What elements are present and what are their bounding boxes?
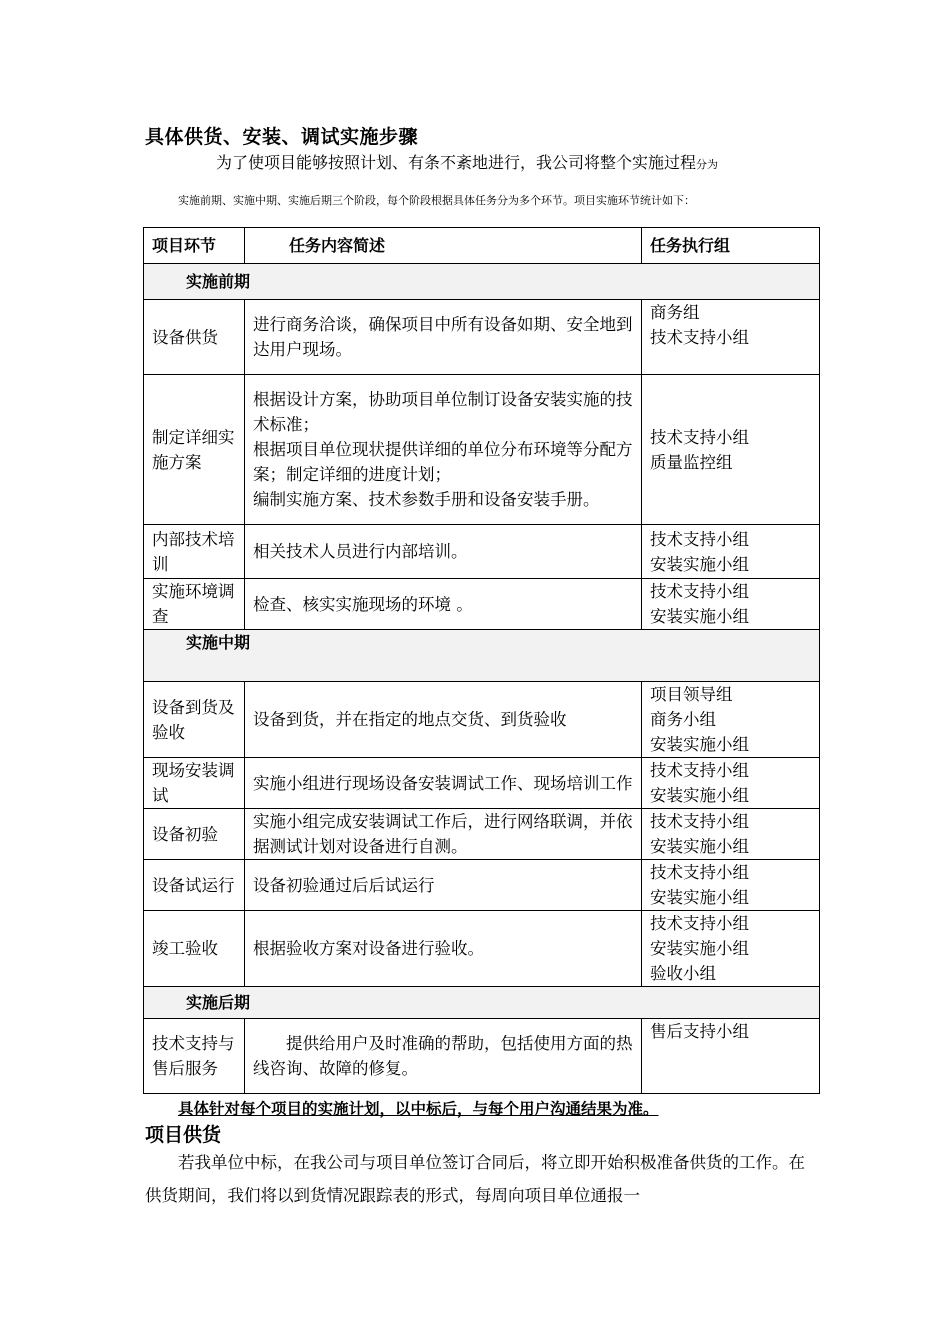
- desc-cell: 进行商务洽谈，确保项目中所有设备如期、安全地到达用户现场。: [245, 300, 642, 375]
- group-cell: 技术支持小组 安装实施小组: [642, 525, 820, 579]
- step-cell: 设备到货及验收: [144, 682, 245, 758]
- intro-line-2: 实施前期、实施中期、实施后期三个阶段，每个阶段根据具体任务分为多个环节。项目实施环节统计如下：: [178, 194, 695, 207]
- step-cell: 竣工验收: [144, 911, 245, 987]
- step-cell: 内部技术培训: [144, 525, 245, 579]
- phase-row: [144, 987, 820, 1019]
- desc-cell: 根据验收方案对设备进行验收。: [245, 911, 642, 987]
- phase-title: 实施后期: [144, 987, 820, 1019]
- desc-cell: 实施小组完成安装调试工作后，进行网络联调，并依据测试计划对设备进行自测。: [245, 809, 642, 860]
- step-cell: 设备供货: [144, 300, 245, 375]
- group-cell: 技术支持小组 安装实施小组: [642, 809, 820, 860]
- page-title: 具体供货、安装、调试实施步骤: [145, 126, 419, 148]
- intro-line-1: [216, 150, 718, 173]
- step-cell: 现场安装调试: [144, 758, 245, 809]
- group-cell: 项目领导组 商务小组 安装实施小组: [642, 682, 820, 758]
- table-row: [144, 579, 820, 630]
- group-cell: 技术支持小组 安装实施小组: [642, 579, 820, 630]
- phase-title: 实施中期: [144, 630, 820, 682]
- group-cell: 技术支持小组 安装实施小组: [642, 860, 820, 911]
- implementation-note: 具体针对每个项目的实施计划，以中标后，与每个用户沟通结果为准。: [178, 1100, 659, 1118]
- table-row: [144, 758, 820, 809]
- desc-cell: 根据设计方案，协助项目单位制订设备安装实施的技术标准； 根据项目单位现状提供详细的单位分布环境等分配方案；制定详细的进度计划； 编制实施方案、技术参数手册和设备安装手册。: [245, 375, 642, 525]
- phase-title: 实施前期: [144, 264, 820, 300]
- table-row: [144, 1019, 820, 1094]
- header-step: 项目环节: [144, 228, 245, 264]
- implementation-table: [143, 227, 820, 1094]
- step-cell: 设备初验: [144, 809, 245, 860]
- desc-cell: 相关技术人员进行内部培训。: [245, 525, 642, 579]
- table-header-row: [144, 228, 820, 264]
- group-cell: 技术支持小组 质量监控组: [642, 375, 820, 525]
- table-row: [144, 300, 820, 375]
- desc-cell: 设备到货，并在指定的地点交货、到货验收: [245, 682, 642, 758]
- group-cell: 技术支持小组 安装实施小组: [642, 758, 820, 809]
- phase-row: [144, 630, 820, 682]
- intro-line-1-small: 分为: [696, 158, 719, 171]
- section-paragraph: 若我单位中标，在我公司与项目单位签订合同后，将立即开始积极准备供货的工作。在供货期间，我们将以到货情况跟踪表的形式，每周向项目单位通报一: [145, 1153, 805, 1205]
- table-row: [144, 809, 820, 860]
- header-group: 任务执行组: [642, 228, 820, 264]
- intro-line-1-main: 为了使项目能够按照计划、有条不紊地进行，我公司将整个实施过程: [216, 153, 697, 172]
- section-heading: 项目供货: [145, 1124, 222, 1146]
- step-cell: 制定详细实施方案: [144, 375, 245, 525]
- table-row: [144, 860, 820, 911]
- table-row: [144, 682, 820, 758]
- group-cell: 商务组 技术支持小组: [642, 300, 820, 375]
- header-desc: 任务内容简述: [245, 228, 642, 264]
- desc-cell: 设备初验通过后后试运行: [245, 860, 642, 911]
- group-cell: 技术支持小组 安装实施小组 验收小组: [642, 911, 820, 987]
- group-cell: 售后支持小组: [642, 1019, 820, 1094]
- table-row: [144, 911, 820, 987]
- desc-cell: 实施小组进行现场设备安装调试工作、现场培训工作: [245, 758, 642, 809]
- desc-cell: 提供给用户及时准确的帮助，包括使用方面的热线咨询、故障的修复。: [245, 1019, 642, 1094]
- desc-cell: 检查、核实实施现场的环境 。: [245, 579, 642, 630]
- table-row: [144, 375, 820, 525]
- step-cell: 设备试运行: [144, 860, 245, 911]
- table-row: [144, 525, 820, 579]
- step-cell: 技术支持与售后服务: [144, 1019, 245, 1094]
- phase-row: [144, 264, 820, 300]
- step-cell: 实施环境调查: [144, 579, 245, 630]
